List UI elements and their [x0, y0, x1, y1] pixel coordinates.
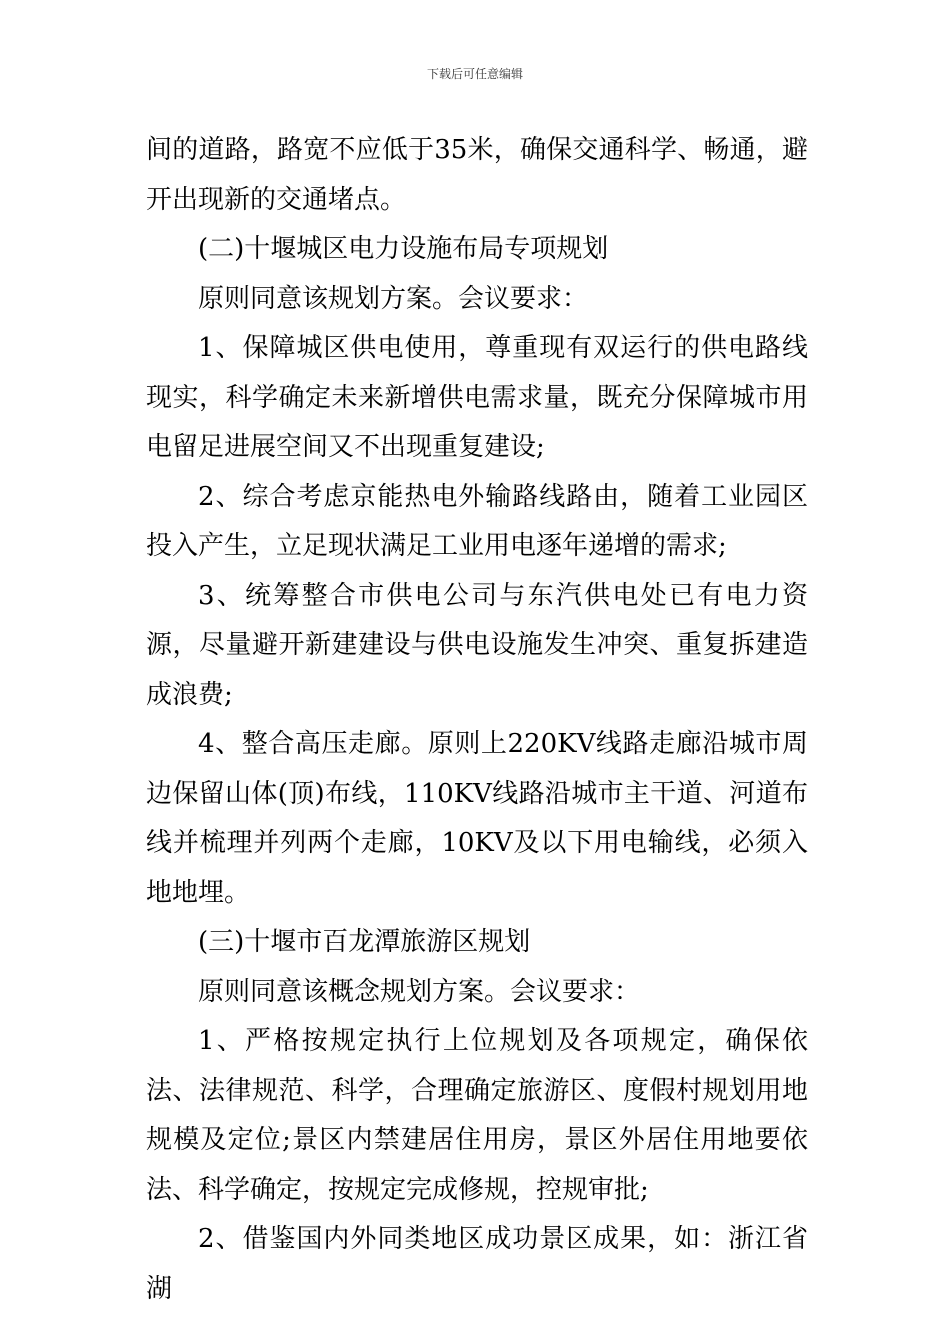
section-heading-tourism: (三)十堰市百龙潭旅游区规划: [198, 927, 531, 957]
paragraph-approval-tourism: 原则同意该概念规划方案。会议要求：: [198, 976, 641, 1007]
page-header: 下载后可任意编辑: [426, 67, 523, 81]
list-item-tourism-1: 1、严格按规定执行上位规划及各项规定，确保依法、法律规范、科学，合理确定旅游区、度假村规划用地规模及定位;景区内禁建居住用房，景区外居住用地要依法、科学确定，按规定完成修规，控规审批;: [146, 1026, 808, 1205]
section-heading-power-facilities: (二)十堰城区电力设施布局专项规划: [198, 234, 609, 264]
list-item-tourism-2: 2、借鉴国内外同类地区成功景区成果，如：浙江省湖: [146, 1224, 808, 1304]
list-item-power-4: 4、整合高压走廊。原则上220KV线路走廊沿城市周边保留山体(顶)布线，110KV线路沿城市主干道、河道布线并梳理并列两个走廊，10KV及以下用电输线，必须入地地埋。: [146, 729, 808, 908]
list-item-power-1: 1、保障城区供电使用，尊重现有双运行的供电路线现实，科学确定未来新增供电需求量，既充分保障城市用电留足进展空间又不出现重复建设;: [146, 333, 808, 462]
document-body: [146, 126, 808, 1314]
list-item-power-2: 2、综合考虑京能热电外输路线路由，随着工业园区投入产生，立足现状满足工业用电逐年递增的需求;: [146, 481, 808, 561]
list-item-power-3: 3、统筹整合市供电公司与东汽供电处已有电力资源，尽量避开新建建设与供电设施发生冲突、重复拆建造成浪费;: [146, 580, 808, 710]
paragraph-road-continuation: 间的道路，路宽不应低于35米，确保交通科学、畅通，避开出现新的交通堵点。: [146, 135, 808, 215]
paragraph-approval-power: 原则同意该规划方案。会议要求：: [198, 283, 589, 314]
